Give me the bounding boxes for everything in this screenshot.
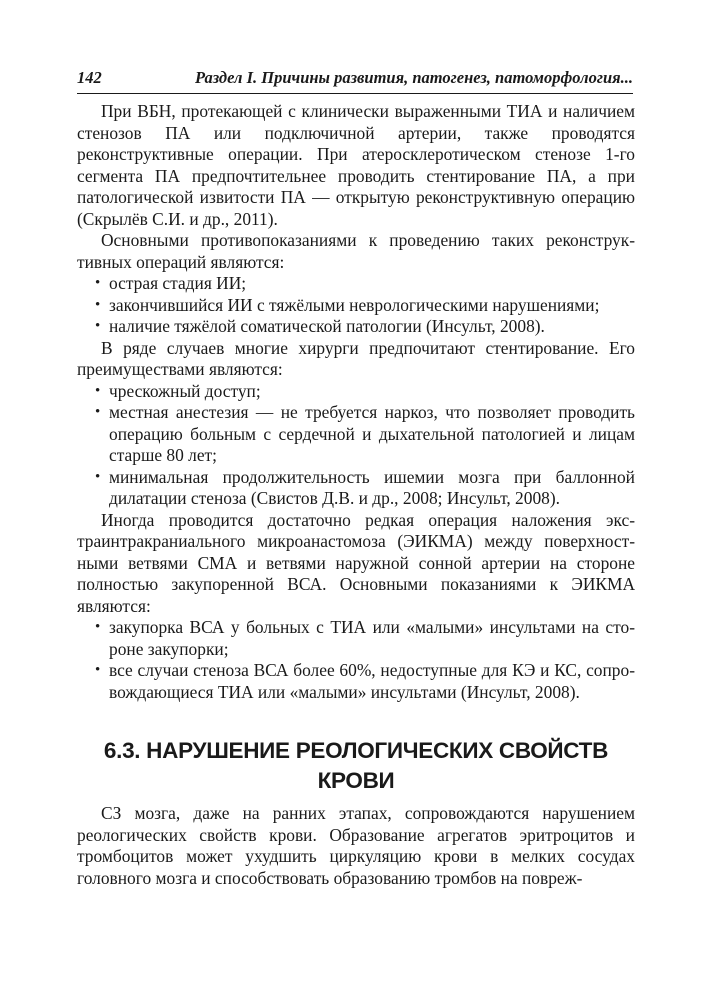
list-item: • закончившийся ИИ с тяжёлыми неврологическими нарушениями;	[95, 294, 600, 315]
list-item: • закупорка ВСА у больных с ТИА или «малыми» инсультами на стороне закупорки;	[95, 617, 635, 659]
running-header	[77, 68, 633, 88]
paragraph-stenting-intro: В ряде случаев многие хирурги предпочитают стентирование. Его преимуществами являются:	[77, 337, 635, 379]
section-heading-line-1: 6.3. НАРУШЕНИЕ РЕОЛОГИЧЕСКИХ СВОЙСТВ	[103, 738, 609, 763]
paragraph-eikma-intro: Иногда проводится достаточно редкая операция наложения экстраинтракраниального микроанастомоза (ЭИКМА) между поверхностными ветвями СМА и ветвями наружной сонной артерии на стороне полностью закупоренной ВСА. Основными показаниями к ЭИКМА являются:	[77, 509, 635, 616]
section-heading	[77, 736, 635, 796]
bullet: •	[95, 619, 101, 635]
page-number: 142	[77, 68, 102, 87]
section-body-text	[77, 803, 635, 889]
list-item: • наличие тяжёлой соматической патологии (Инсульт, 2008).	[95, 316, 545, 336]
list-item: • местная анестезия — не требуется наркоз, что позволяет проводить операцию больным с сердечной и дыхательной патологией и лицам старше 80 лет;	[95, 402, 635, 465]
bullet: •	[95, 318, 101, 334]
paragraph-rheology: СЗ мозга, даже на ранних этапах, сопровождаются нарушением реологических свойств крови. Образование агрегатов эритроцитов и тромбоцитов может ухудшить циркуляцию крови в мелких сосудах головного мозга и способствовать образованию тромбов на повреж-	[77, 803, 635, 888]
list-item: • минимальная продолжительность ишемии мозга при баллонной дилатации стеноза (Свистов Д.В. и др., 2008; Инсульт, 2008).	[95, 466, 635, 508]
body-text	[77, 101, 635, 703]
bullet: •	[95, 296, 101, 313]
contraindications-list	[77, 273, 635, 338]
bullet: •	[95, 275, 101, 291]
paragraph-contraindications-intro: Основными противопоказаниями к проведению таких реконструктивных операций являются:	[77, 230, 635, 272]
list-item: • все случаи стеноза ВСА более 60%, недоступные для КЭ и КС, сопровождающиеся ТИА или «малыми» инсультами (Инсульт, 2008).	[95, 660, 635, 702]
list-item: • чрескожный доступ;	[95, 380, 261, 401]
bullet: •	[95, 404, 101, 420]
bullet: •	[95, 468, 101, 485]
list-item: • острая стадия ИИ;	[95, 273, 247, 293]
section-heading-line-2: КРОВИ	[317, 768, 395, 793]
indications-list	[77, 617, 635, 703]
paragraph-vbn-surgery: При ВБН, протекающей с клинически выраженными ТИА и наличием стенозов ПА или подключичной артерии, также проводятся реконструктивные операции. При атеросклеротическом стенозе 1-го сегмента ПА предпочтительнее проводить стентирование ПА, а при патологической извитости ПА — открытую реконструктивную операцию (Скрылёв С.И. и др., 2011).	[77, 101, 635, 229]
bullet: •	[95, 662, 101, 678]
advantages-list	[77, 381, 635, 510]
bullet: •	[95, 382, 101, 399]
running-title: Раздел I. Причины развития, патогенез, патоморфология...	[195, 68, 633, 87]
header-rule	[77, 93, 633, 94]
